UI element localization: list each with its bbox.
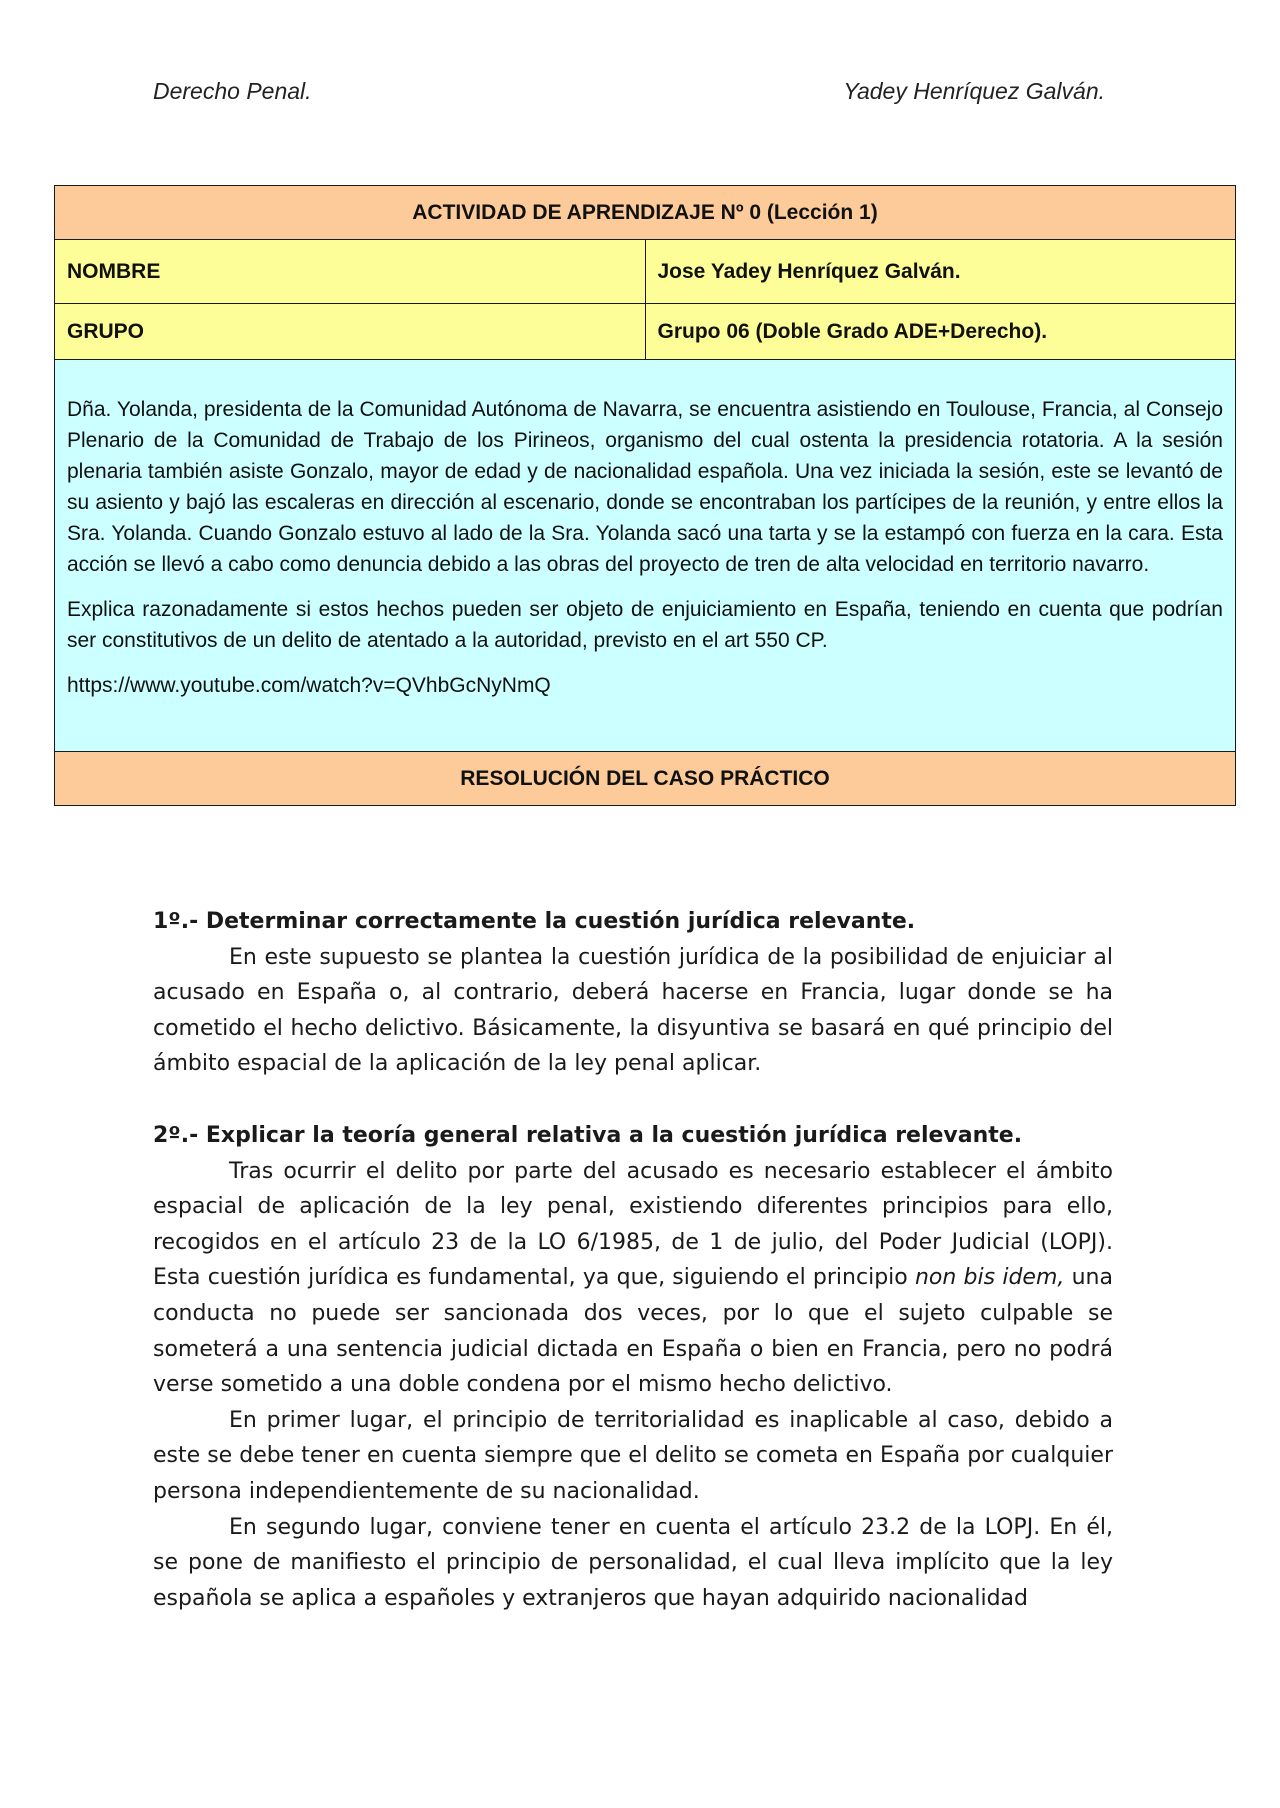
section-2-p1-text-b: una conducta no puede ser sancionada dos veces, por lo que el sujeto culpable se someterá a una sentencia judicial dictada en España o bien en Francia, pero no podrá verse sometido a una doble condena por el mismo hecho delictivo.: [153, 1265, 1113, 1398]
nombre-row: [55, 240, 1236, 304]
resolution-row: [55, 752, 1236, 806]
section-2-p1-text-a: Tras ocurrir el delito por parte del acusado es necesario establecer el ámbito espacial de aplicación de la ley penal, existiendo diferentes principios para ello, recogidos en el artículo 23 de la LO 6/1985, de 1 de julio, del Poder Judicial (LOPJ). Esta cuestión jurídica es fundamental, ya que, siguiendo el principio: [153, 1158, 1113, 1291]
grupo-row: [55, 304, 1236, 360]
case-question: Explica razonadamente si estos hechos pueden ser objeto de enjuiciamiento en España, teniendo en cuenta que podrían ser constitutivos de un delito de atentado a la autoridad, previsto en el art 550 CP.: [67, 598, 1223, 652]
section-1-paragraph: En este supuesto se plantea la cuestión jurídica de la posibilidad de enjuiciar al acusado en España o, al contrario, deberá hacerse en Francia, lugar donde se ha cometido el hecho delictivo. Básicamente, la disyuntiva se basará en qué principio del ámbito espacial de la aplicación de la ley penal aplicar.: [153, 944, 1113, 1077]
case-row: [55, 360, 1236, 752]
nombre-label: NOMBRE: [55, 240, 646, 304]
case-description: Dña. Yolanda, presidenta de la Comunidad Autónoma de Navarra, se encuentra asistiendo en Toulouse, Francia, al Consejo Plenario de la Comunidad de Trabajo de los Pirineos, organismo del cual ostenta la presidencia rotatoria. A la sesión plenaria también asiste Gonzalo, mayor de edad y de nacionalidad española. Una vez iniciada la sesión, este se levantó de su asiento y bajó las escaleras en dirección al escenario, donde se encontraban los partícipes de la reunión, y entre ellos la Sra. Yolanda. Cuando Gonzalo estuvo al lado de la Sra. Yolanda sacó una tarta y se la estampó con fuerza en la cara. Esta acción se llevó a cabo como denuncia debido a las obras del proyecto de tren de alta velocidad en territorio navarro.: [67, 398, 1223, 576]
header-author: Yadey Henríquez Galván.: [843, 78, 1105, 104]
activity-title: ACTIVIDAD DE APRENDIZAJE Nº 0 (Lección 1): [55, 186, 1236, 240]
section-2-heading: 2º.- Explicar la teoría general relativa a la cuestión jurídica relevante.: [153, 1122, 1023, 1148]
nombre-value: Jose Yadey Henríquez Galván.: [645, 240, 1236, 304]
section-2-paragraph-3: En segundo lugar, conviene tener en cuenta el artículo 23.2 de la LOPJ. En él, se pone de manifiesto el principio de personalidad, el cual lleva implícito que la ley española se aplica a españoles y extranjeros que hayan adquirido nacionalidad: [153, 1514, 1113, 1611]
section-spacer: [153, 1082, 1113, 1118]
section-2-paragraph-2: En primer lugar, el principio de territorialidad es inaplicable al caso, debido a este se debe tener en cuenta siempre que el delito se cometa en España por cualquier persona independientemente de su nacionalidad.: [153, 1407, 1113, 1504]
case-cell: [55, 360, 1236, 752]
resolution-body: [153, 904, 1113, 1616]
table-title-row: [55, 186, 1236, 240]
grupo-value: Grupo 06 (Doble Grado ADE+Derecho).: [645, 304, 1236, 360]
resolution-title: RESOLUCIÓN DEL CASO PRÁCTICO: [55, 752, 1236, 806]
section-2-paragraph-1: [153, 1154, 1113, 1403]
section-1-heading: 1º.- Determinar correctamente la cuestión jurídica relevante.: [153, 909, 916, 934]
page-header: [153, 78, 1105, 105]
activity-table: [54, 185, 1236, 806]
section-2-p1-latin-term: non bis idem,: [914, 1265, 1065, 1291]
header-subject: Derecho Penal.: [153, 78, 312, 104]
grupo-label: GRUPO: [55, 304, 646, 360]
case-video-link[interactable]: https://www.youtube.com/watch?v=QVhbGcNyNmQ: [67, 674, 551, 697]
